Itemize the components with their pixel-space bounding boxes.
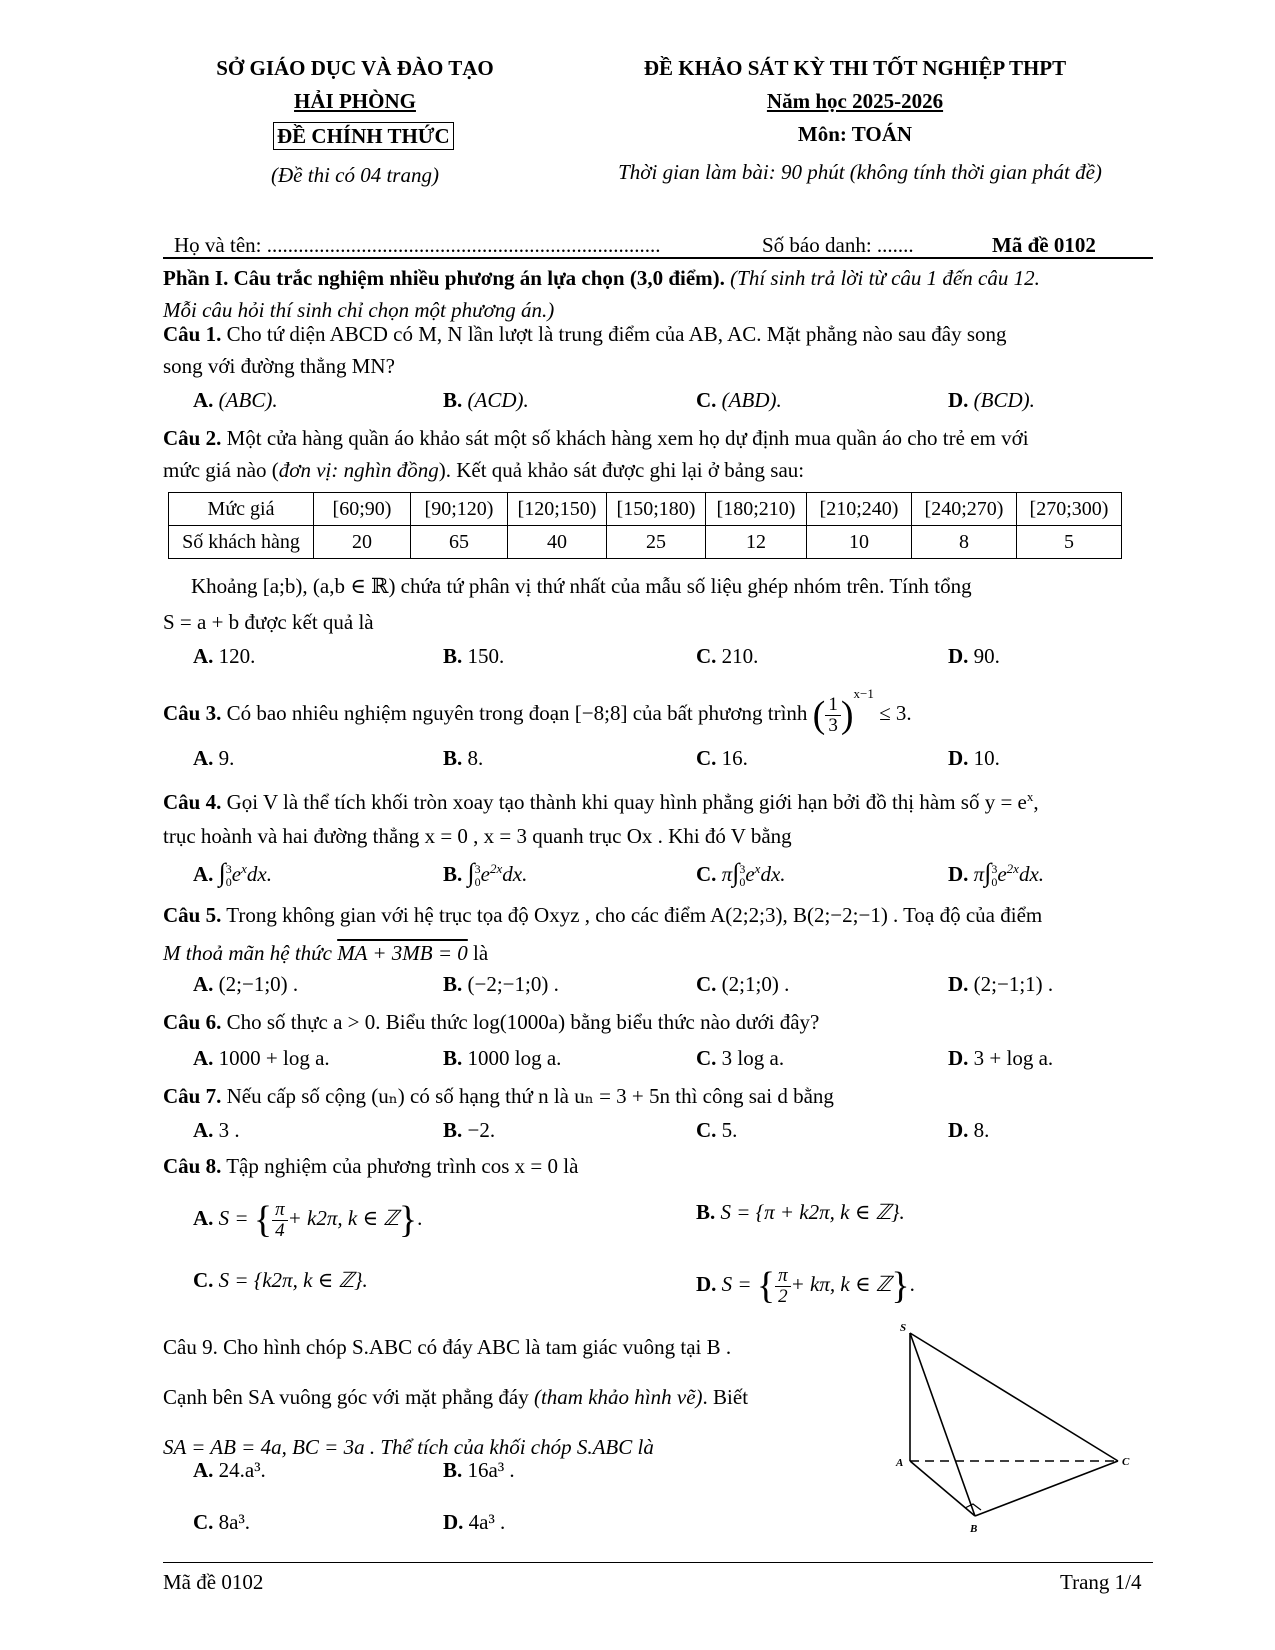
table-cell: 8: [912, 526, 1017, 559]
q3-options: [193, 746, 1153, 776]
pyramid-figure: [880, 1318, 1140, 1540]
header-rule: [163, 257, 1153, 259]
official-stamp: ĐỀ CHÍNH THỨC: [273, 122, 454, 150]
label-a: A: [896, 1457, 904, 1469]
q5-option-c[interactable]: C. (2;1;0) .: [696, 972, 790, 996]
q8-option-c[interactable]: C. S = {k2π, k ∈ ℤ}.: [193, 1268, 368, 1292]
q5-option-d[interactable]: D. (2;−1;1) .: [948, 972, 1054, 996]
question-1: Câu 1. Cho tứ diện ABCD có M, N lần lượt là trung điểm của AB, AC. Mặt phẳng nào sau đây song song với đường thẳng MN?: [163, 322, 1007, 378]
q6-options: [193, 1046, 1153, 1076]
q1-option-b[interactable]: B. (ACD).: [443, 388, 529, 412]
q1-options: [193, 388, 1153, 418]
exam-time: Thời gian làm bài: 90 phút (không tính thời gian phát đề): [618, 160, 1102, 184]
table-cell: [210;240): [807, 493, 912, 526]
q6-option-b[interactable]: B. 1000 log a.: [443, 1046, 562, 1070]
q2-option-d[interactable]: D. 90.: [948, 644, 1000, 668]
exam-title: ĐỀ KHẢO SÁT KỲ THI TỐT NGHIỆP THPT: [643, 56, 1067, 80]
q5-options: [193, 972, 1153, 1002]
q3-option-c[interactable]: C. 16.: [696, 746, 748, 770]
q5-option-a[interactable]: A. (2;−1;0) .: [193, 972, 299, 996]
table-cell: 65: [411, 526, 508, 559]
q4-option-b[interactable]: B. $\int_0^3e^{2x}dx$.: [443, 858, 528, 890]
table-row: [169, 493, 1122, 526]
q4-option-a[interactable]: A. $\int_0^3e^xdx$.: [193, 858, 272, 890]
q4-option-d[interactable]: D. $\pi\int_0^3e^{2x}dx$.: [948, 858, 1045, 890]
question-6: Câu 6. Cho số thực a > 0. Biểu thức log(1000a) bằng biểu thức nào dưới đây?: [163, 1010, 820, 1034]
exam-code: Mã đề 0102: [992, 233, 1096, 257]
table-cell: [120;150): [508, 493, 607, 526]
question-5: Câu 5. Trong không gian với hệ trục tọa độ Oxyz , cho các điểm A(2;2;3), B(2;−2;−1) . Toạ độ của điểm M thoả mãn hệ thức MA + 3MB = 0 là: [163, 903, 1043, 965]
q2-options: [193, 644, 1153, 674]
edge-bc: [975, 1461, 1118, 1516]
q3-option-d[interactable]: D. 10.: [948, 746, 1000, 770]
q2-option-b[interactable]: B. 150.: [443, 644, 505, 668]
question-9: Câu 9. Cho hình chóp S.ABC có đáy ABC là tam giác vuông tại B . Cạnh bên SA vuông góc với mặt phẳng đáy (tham khảo hình vẽ). Biết SA = AB = 4a, BC = 3a . Thể tích của khối chóp S.ABC là: [163, 1335, 749, 1459]
table-cell: 10: [807, 526, 912, 559]
table-cell: 5: [1017, 526, 1122, 559]
table-cell: 40: [508, 526, 607, 559]
exam-subject: Môn: TOÁN: [797, 122, 913, 146]
q7-option-b[interactable]: B. −2.: [443, 1118, 496, 1142]
table-cell: [270;300): [1017, 493, 1122, 526]
table-row: [169, 526, 1122, 559]
q8-option-d[interactable]: D. S = { $\frac{\pi}{2}$ + kπ, k ∈ ℤ}.: [696, 1264, 915, 1308]
q6-option-a[interactable]: A. 1000 + log a.: [193, 1046, 330, 1070]
q2-option-a[interactable]: A. 120.: [193, 644, 256, 668]
table-header-cell: Số khách hàng: [169, 526, 314, 559]
label-s: S: [900, 1322, 907, 1334]
part1-heading: Phần I. Câu trắc nghiệm nhiều phương án lựa chọn (3,0 điểm). (Thí sinh trả lời từ câu 1 đến câu 12. Mỗi câu hỏi thí sinh chỉ chọn một phương án.): [163, 266, 1040, 322]
q9-option-c[interactable]: C. 8a³.: [193, 1510, 251, 1534]
q1-option-d[interactable]: D. (BCD).: [948, 388, 1035, 412]
question-2: Câu 2. Một cửa hàng quần áo khảo sát một số khách hàng xem họ dự định mua quần áo cho trẻ em với mức giá nào (đơn vị: nghìn đồng). Kết quả khảo sát được ghi lại ở bảng sau:: [163, 426, 1029, 482]
table-cell: 25: [607, 526, 706, 559]
exam-year: Năm học 2025-2026: [766, 89, 944, 113]
q9-option-b[interactable]: B. 16a³ .: [443, 1458, 515, 1482]
candidate-sbd: Số báo danh: .......: [762, 233, 914, 257]
table-cell: [180;210): [706, 493, 807, 526]
table-header-cell: Mức giá: [169, 493, 314, 526]
table-cell: [240;270): [912, 493, 1017, 526]
q7-option-c[interactable]: C. 5.: [696, 1118, 738, 1142]
q6-option-c[interactable]: C. 3 log a.: [696, 1046, 785, 1070]
q8-option-b[interactable]: B. S = {π + k2π, k ∈ ℤ}.: [696, 1200, 905, 1224]
q9-option-d[interactable]: D. 4a³ .: [443, 1510, 506, 1534]
dept-line2: HẢI PHÒNG: [294, 89, 416, 113]
q1-option-c[interactable]: C. (ABD).: [696, 388, 782, 412]
q9-option-a[interactable]: A. 24.a³.: [193, 1458, 266, 1482]
pages-note: (Đề thi có 04 trang): [271, 163, 439, 187]
price-table: [168, 492, 1122, 559]
q7-option-a[interactable]: A. 3 .: [193, 1118, 240, 1142]
question-7: Câu 7. Nếu cấp số cộng (uₙ) có số hạng thứ n là uₙ = 3 + 5n thì công sai d bằng: [163, 1084, 834, 1108]
footer-rule: [163, 1562, 1153, 1563]
table-cell: 12: [706, 526, 807, 559]
footer-page: Trang 1/4: [1060, 1570, 1142, 1594]
table-cell: [90;120): [411, 493, 508, 526]
candidate-name: Họ và tên: ...........................................................................: [174, 233, 661, 257]
q5-option-b[interactable]: B. (−2;−1;0) .: [443, 972, 559, 996]
q1-option-a[interactable]: A. (ABC).: [193, 388, 278, 412]
q7-option-d[interactable]: D. 8.: [948, 1118, 990, 1142]
question-2-cont: Khoảng [a;b), (a,b ∈ ℝ) chứa tứ phân vị thứ nhất của mẫu số liệu ghép nhóm trên. Tính tổng S = a + b được kết quả là: [163, 574, 972, 634]
q6-option-d[interactable]: D. 3 + log a.: [948, 1046, 1054, 1070]
q3-option-a[interactable]: A. 9.: [193, 746, 235, 770]
q4-option-c[interactable]: C. $\pi\int_0^3e^xdx$.: [696, 858, 786, 890]
footer-code: Mã đề 0102: [163, 1570, 264, 1594]
question-3: Câu 3. Có bao nhiêu nghiệm nguyên trong đoạn [−8;8] của bất phương trình ( $\frac{1}{3}$ )$^{x-1}$ ≤ 3.: [163, 686, 912, 737]
table-cell: [150;180): [607, 493, 706, 526]
q4-options: [193, 858, 1153, 888]
question-4: Câu 4. Gọi V là thể tích khối tròn xoay tạo thành khi quay hình phẳng giới hạn bởi đồ thị hàm số $y = e^x$, trục hoành và hai đường thẳng x = 0 , x = 3 quanh trục Ox . Khi đó V bằng: [163, 789, 1039, 848]
table-cell: [60;90): [314, 493, 411, 526]
table-cell: 20: [314, 526, 411, 559]
q3-option-b[interactable]: B. 8.: [443, 746, 484, 770]
edge-sc: [910, 1333, 1118, 1461]
dept-line1: SỞ GIÁO DỤC VÀ ĐÀO TẠO: [216, 56, 494, 80]
q7-options: [193, 1118, 1153, 1148]
question-8: Câu 8. Tập nghiệm của phương trình cos x = 0 là: [163, 1154, 579, 1178]
q8-option-a[interactable]: A. S = { $\frac{\pi}{4}$ + k2π, k ∈ ℤ}.: [193, 1198, 423, 1242]
label-b: B: [970, 1523, 978, 1535]
label-c: C: [1122, 1456, 1130, 1468]
q2-option-c[interactable]: C. 210.: [696, 644, 759, 668]
